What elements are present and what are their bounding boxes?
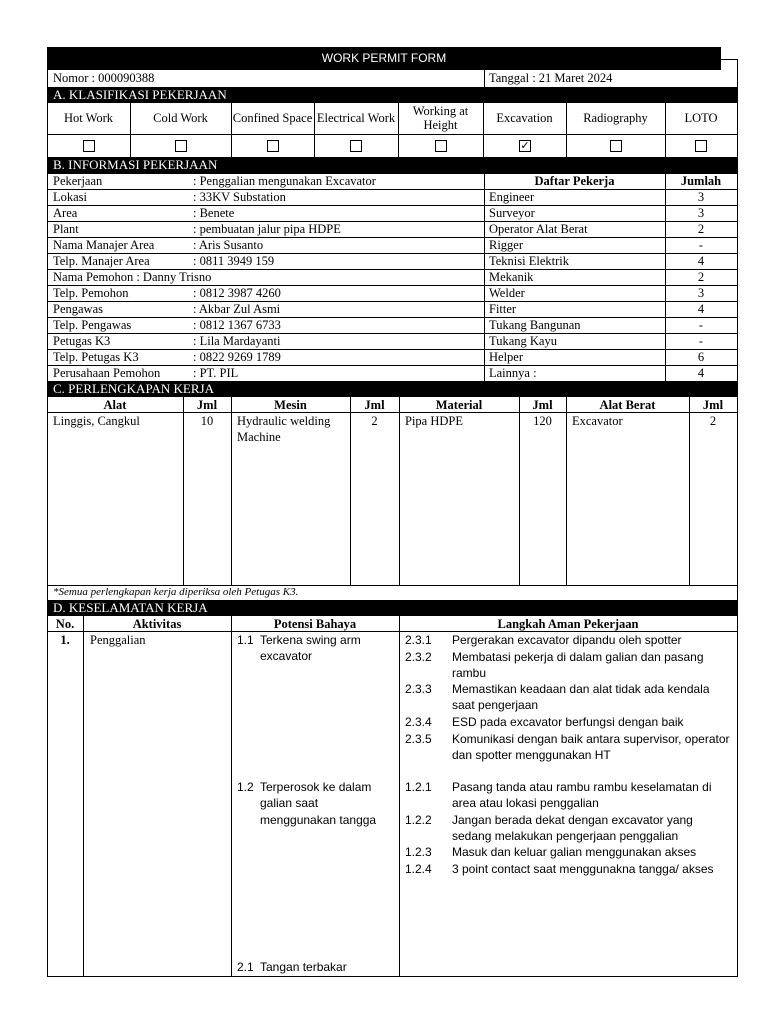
safety-header-hazard: Potensi Bahaya: [273, 617, 357, 631]
equipment-cell: 120: [533, 414, 552, 428]
safety-header-activity: Aktivitas: [132, 617, 182, 631]
info-value: : Aris Susanto: [193, 238, 264, 252]
classification-checkbox[interactable]: [267, 140, 279, 152]
form-number: Nomor : 000090388: [53, 71, 155, 85]
safety-step-text: Jangan berada dekat dengan excavator yang sedang melakukan pengerjaan penggalian: [452, 813, 693, 844]
safety-step-number: 2.3.4: [405, 715, 432, 729]
info-value: : Penggalian mengunakan Excavator: [193, 174, 376, 188]
safety-header-steps: Langkah Aman Pekerjaan: [497, 617, 639, 631]
classification-label: Electrical Work: [316, 111, 396, 125]
worker-role: Teknisi Elektrik: [489, 254, 570, 268]
classification-label: Cold Work: [153, 111, 208, 125]
row-divider: [47, 221, 738, 222]
equipment-divider: [519, 397, 520, 585]
safety-step-number: 2.3.1: [405, 633, 432, 647]
row-divider: [47, 365, 738, 366]
worker-count: 2: [697, 270, 705, 284]
equipment-cell: Hydraulic welding Machine: [237, 414, 331, 444]
classification-checkbox[interactable]: [610, 140, 622, 152]
count-header: Jumlah: [680, 174, 722, 188]
row-divider: [47, 269, 738, 270]
safety-step-number: 1.2.3: [405, 845, 432, 859]
info-label: Perusahaan Pemohon: [53, 366, 161, 380]
equipment-cell: Linggis, Cangkul: [53, 414, 140, 428]
safety-step-number: 1.2.1: [405, 780, 432, 794]
worker-role: Operator Alat Berat: [489, 222, 588, 236]
safety-step-text: Pasang tanda atau rambu rambu keselamatan di area atau lokasi penggalian: [452, 780, 712, 811]
classification-label: Radiography: [583, 111, 648, 125]
workers-header: Daftar Pekerja: [534, 174, 615, 188]
equipment-note: *Semua perlengkapan kerja diperiksa oleh Petugas K3.: [53, 586, 299, 598]
worker-count: 4: [697, 254, 705, 268]
worker-count: -: [698, 238, 704, 252]
classification-label: LOTO: [684, 111, 718, 125]
equipment-header: Jml: [532, 398, 553, 412]
hazard-number: 1.2: [237, 780, 254, 794]
row-divider: [47, 173, 738, 174]
info-label: Telp. Manajer Area: [53, 254, 150, 268]
classification-label: Working at Height: [412, 104, 469, 132]
row-divider: [47, 301, 738, 302]
safety-step-text: Pergerakan excavator dipandu oleh spotter: [452, 633, 682, 647]
form-date: Tanggal : 21 Maret 2024: [489, 71, 613, 85]
classification-checkbox[interactable]: [435, 140, 447, 152]
worker-role: Engineer: [489, 190, 535, 204]
classification-divider: [314, 103, 315, 157]
equipment-header: Jml: [364, 398, 385, 412]
worker-count: 3: [697, 206, 705, 220]
equipment-cell: 10: [200, 414, 214, 428]
info-label: Telp. Pengawas: [53, 318, 132, 332]
classification-divider: [483, 103, 484, 157]
classification-divider: [231, 103, 232, 157]
worker-count: 3: [697, 286, 705, 300]
equipment-divider: [183, 397, 184, 585]
classification-checkbox[interactable]: [695, 140, 707, 152]
worker-count: -: [698, 318, 704, 332]
row-divider: [47, 253, 738, 254]
classification-label: Confined Space: [232, 111, 313, 125]
safety-activity: Penggalian: [90, 633, 146, 647]
equipment-cell: 2: [371, 414, 378, 428]
safety-step-text: Masuk dan keluar galian menggunakan akses: [452, 845, 697, 859]
safety-step-text: Memastikan keadaan dan alat tidak ada kendala saat pengerjaan: [452, 682, 710, 713]
worker-role: Helper: [489, 350, 524, 364]
equipment-header-divider: [47, 412, 738, 413]
hazard-number: 1.1: [237, 633, 254, 647]
classification-checkbox[interactable]: ✓: [520, 140, 530, 152]
equipment-header: Jml: [702, 398, 724, 412]
safety-step-text: ESD pada excavator berfungsi dengan baik: [452, 715, 684, 729]
section-d-title: D. KESELAMATAN KERJA: [47, 600, 738, 616]
safety-step-number: 1.2.2: [405, 813, 432, 827]
hazard-text: Terkena swing arm excavator: [260, 633, 361, 664]
classification-label: Hot Work: [63, 111, 114, 125]
section-a-title: A. KLASIFIKASI PEKERJAAN: [47, 87, 738, 103]
info-value: : Benete: [193, 206, 235, 220]
info-label: Plant: [53, 222, 79, 236]
worker-role: Mekanik: [489, 270, 534, 284]
worker-count: 6: [697, 350, 705, 364]
row-divider: [47, 333, 738, 334]
equipment-cell: 2: [709, 414, 717, 428]
equipment-header: Material: [435, 398, 483, 412]
safety-step-number: 2.3.3: [405, 682, 432, 696]
classification-divider: [566, 103, 567, 157]
safety-step-number: 2.3.5: [405, 732, 432, 746]
worker-role: Tukang Bangunan: [489, 318, 581, 332]
info-label: Lokasi: [53, 190, 88, 204]
info-label: Nama Pemohon : Danny Trisno: [53, 270, 212, 284]
form-title: WORK PERMIT FORM: [47, 47, 721, 70]
equipment-cell: Pipa HDPE: [405, 414, 463, 428]
equipment-header: Alat Berat: [599, 398, 656, 412]
section-b-title: B. INFORMASI PEKERJAAN: [47, 157, 738, 173]
classification-label: Excavation: [496, 111, 553, 125]
equipment-divider: [231, 397, 232, 585]
worker-role: Tukang Kayu: [489, 334, 557, 348]
worker-role: Welder: [489, 286, 525, 300]
info-value: : 0812 3987 4260: [193, 286, 281, 300]
safety-step-text: Komunikasi dengan baik antara supervisor, operator dan spotter menggunakan HT: [452, 732, 730, 763]
worker-count: -: [698, 334, 704, 348]
row-divider: [47, 285, 738, 286]
equipment-header: Jml: [196, 398, 218, 412]
classification-checkbox[interactable]: [350, 140, 362, 152]
row-divider: [47, 237, 738, 238]
equipment-divider: [350, 397, 351, 585]
info-value: : Lila Mardayanti: [193, 334, 281, 348]
info-value: : pembuatan jalur pipa HDPE: [193, 222, 341, 236]
equipment-cell: Excavator: [572, 414, 623, 428]
info-label: Telp. Pemohon: [53, 286, 129, 300]
info-label: Petugas K3: [53, 334, 111, 348]
worker-role: Surveyor: [489, 206, 535, 220]
safety-row-number: 1.: [60, 633, 70, 647]
info-value: : 0822 9269 1789: [193, 350, 281, 364]
info-label: Telp. Petugas K3: [53, 350, 139, 364]
safety-step-text: Membatasi pekerja di dalam galian dan pasang rambu: [452, 650, 704, 681]
worker-role: Lainnya :: [489, 366, 537, 380]
worker-count: 4: [697, 302, 705, 316]
info-label: Nama Manajer Area: [53, 238, 155, 252]
info-label: Pekerjaan: [53, 174, 103, 188]
info-value: : PT. PIL: [193, 366, 239, 380]
info-label: Pengawas: [53, 302, 103, 316]
safety-header-no: No.: [55, 617, 75, 631]
equipment-divider: [566, 397, 567, 585]
hazard-text: Tangan terbakar: [260, 960, 347, 974]
worker-count: 2: [697, 222, 705, 236]
hazard-text: Terperosok ke dalam galian saat menggunakan tangga: [260, 780, 377, 827]
row-divider: [47, 317, 738, 318]
row-divider: [47, 189, 738, 190]
worker-count: 3: [697, 190, 705, 204]
info-value: : Akbar Zul Asmi: [193, 302, 281, 316]
info-value: : 0812 1367 6733: [193, 318, 281, 332]
classification-checkbox[interactable]: [83, 140, 95, 152]
safety-step-number: 2.3.2: [405, 650, 432, 664]
worker-role: Rigger: [489, 238, 524, 252]
classification-divider: [665, 103, 666, 157]
equipment-divider: [689, 397, 690, 585]
classification-divider: [130, 103, 131, 157]
row-divider: [47, 349, 738, 350]
worker-count: 4: [697, 366, 705, 380]
worker-role: Fitter: [489, 302, 517, 316]
classification-divider: [398, 103, 399, 157]
safety-step-number: 1.2.4: [405, 862, 432, 876]
info-label: Area: [53, 206, 78, 220]
safety-step-text: 3 point contact saat menggunakna tangga/ akses: [452, 862, 714, 876]
info-value: : 0811 3949 159: [193, 254, 275, 268]
equipment-header: Mesin: [274, 398, 307, 412]
hazard-number: 2.1: [237, 960, 254, 974]
equipment-divider: [399, 397, 400, 585]
classification-checkbox[interactable]: [175, 140, 187, 152]
info-value: : 33KV Substation: [193, 190, 286, 204]
row-divider: [47, 205, 738, 206]
section-c-title: C. PERLENGKAPAN KERJA: [47, 381, 738, 397]
equipment-header: Alat: [103, 398, 127, 412]
